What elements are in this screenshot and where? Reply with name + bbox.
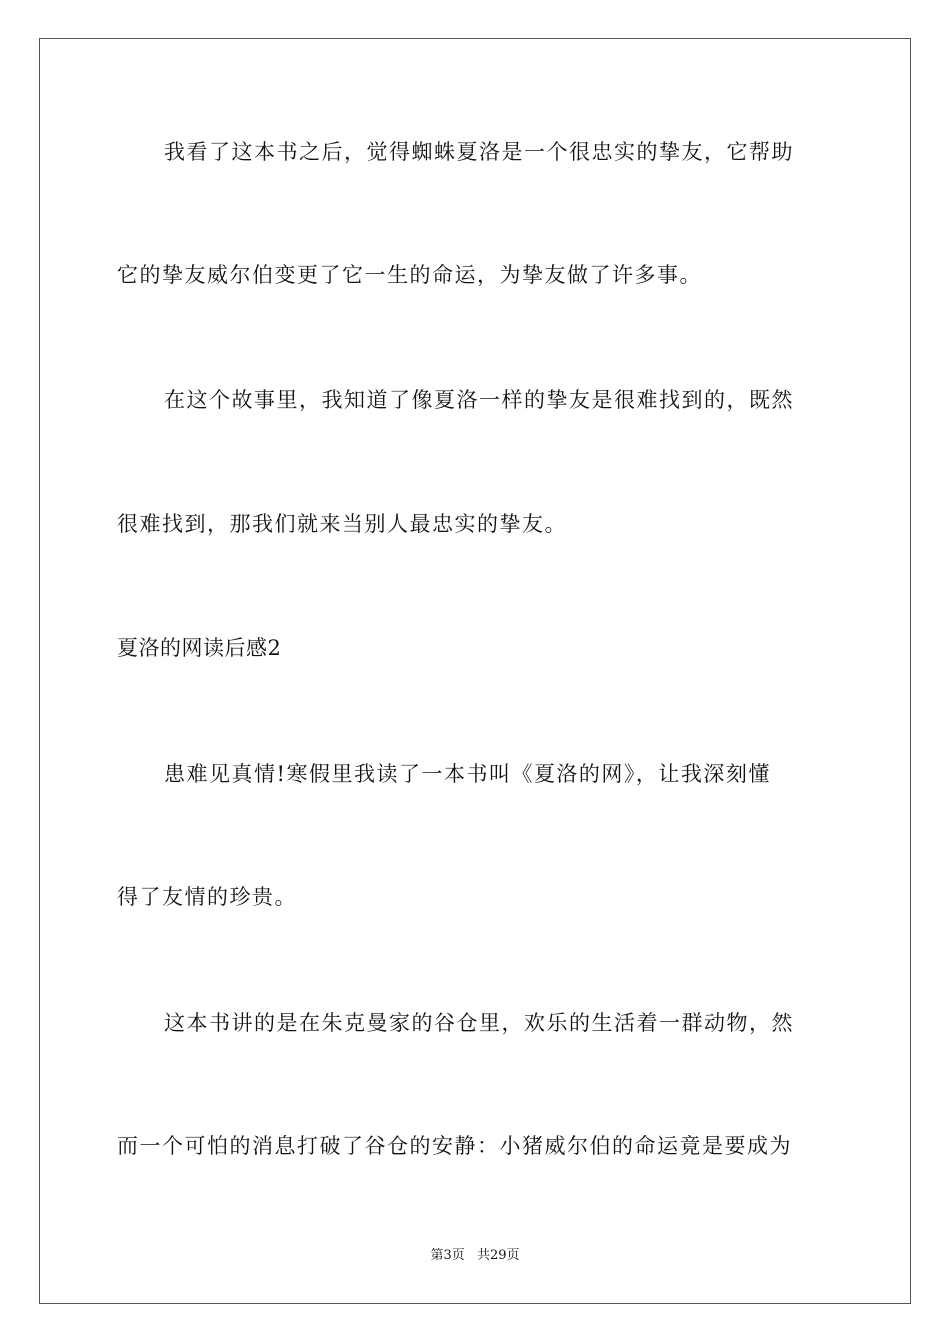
page-number: 第3页 (430, 1248, 465, 1263)
paragraph-2-line-1: 在这个故事里，我知道了像夏洛一样的挚友是很难找到的，既然 (164, 388, 794, 412)
paragraph-1-line-1: 我看了这本书之后，觉得蜘蛛夏洛是一个很忠实的挚友，它帮助 (164, 140, 794, 164)
paragraph-2-line-2: 很难找到，那我们就来当别人最忠实的挚友。 (117, 512, 567, 536)
paragraph-4-line-1: 这本书讲的是在朱克曼家的谷仓里，欢乐的生活着一群动物，然 (164, 1011, 794, 1035)
section-heading: 夏洛的网读后感2 (117, 636, 282, 660)
page-footer (0, 1247, 950, 1265)
paragraph-1-line-2: 它的挚友威尔伯变更了它一生的命运，为挚友做了许多事。 (117, 263, 702, 287)
paragraph-4-line-2: 而一个可怕的消息打破了谷仓的安静：小猪威尔伯的命运竟是要成为 (117, 1134, 792, 1158)
total-pages: 共29页 (476, 1248, 520, 1263)
paragraph-3-line-1: 患难见真情!寒假里我读了一本书叫《夏洛的网》，让我深刻懂 (164, 762, 771, 786)
page-frame (39, 38, 911, 1304)
paragraph-3-line-2: 得了友情的珍贵。 (117, 885, 297, 909)
